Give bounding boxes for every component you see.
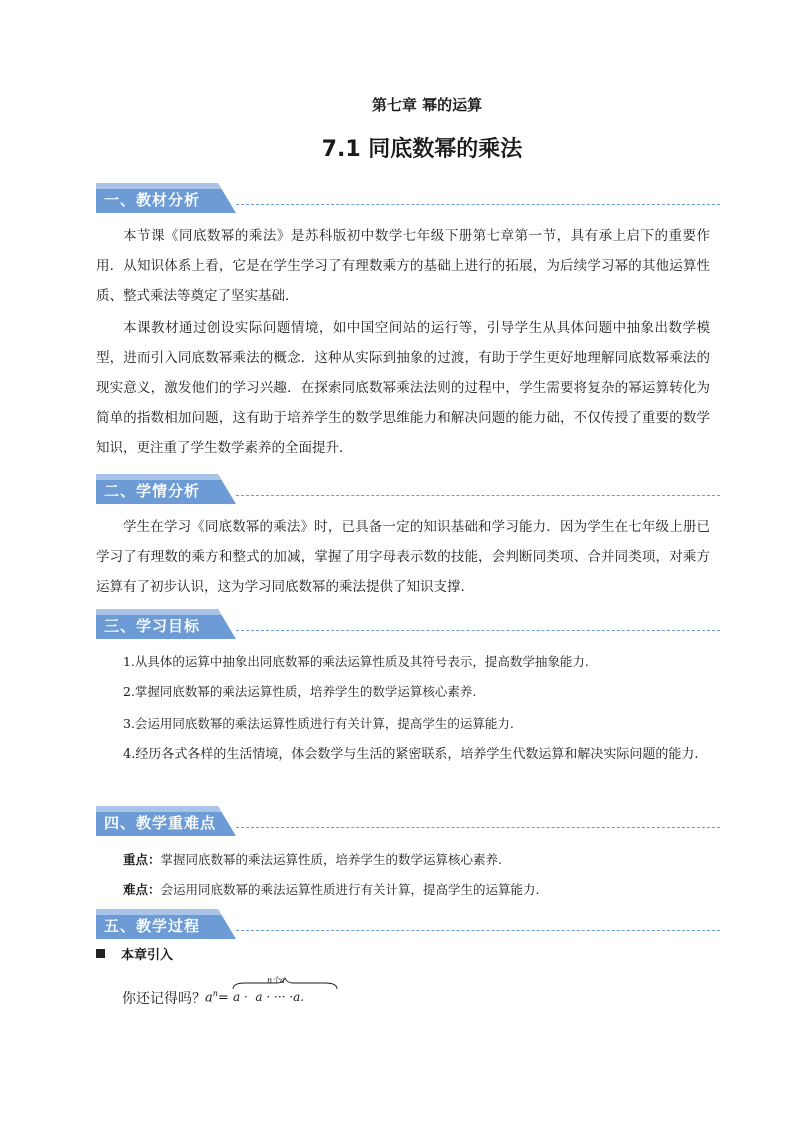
key-point-line xyxy=(96,845,710,875)
chapter-title: 第七章 幂的运算 xyxy=(371,96,483,114)
section-heading-student-analysis xyxy=(96,474,720,504)
subsection-title: 本章引入 xyxy=(121,948,174,963)
subsection-bullet xyxy=(96,944,173,963)
key-point-text: 掌握同底数幂的乘法运算性质，培养学生的数学运算核心素养. xyxy=(160,852,502,867)
dashed-divider xyxy=(236,495,720,496)
goal-item: 1.从具体的运算中抽象出同底数幂的乘法运算性质及其符号表示，提高数学抽象能力. xyxy=(123,654,589,669)
paragraph: 学生在学习《同底数幂的乘法》时，已具备一定的知识基础和学习能力．因为学生在七年级上册已学习了有理数的乘方和整式的加减，掌握了用字母表示数的技能，会判断同类项、合并同类项，对乘方运算有了初步认识，这为学习同底数幂的乘法提供了知识支撑． xyxy=(96,519,710,595)
goal-item: 3.会运用同底数幂的乘法运算性质进行有关计算，提高学生的运算能力. xyxy=(123,716,514,731)
section-heading-teaching-process xyxy=(96,909,720,939)
key-point-label: 重点： xyxy=(123,852,161,867)
section-heading-textbook-analysis xyxy=(96,183,720,213)
lesson-title: 7.1 同底数幂的乘法 xyxy=(321,137,523,162)
difficulty-text: 会运用同底数幂的乘法运算性质进行有关计算，提高学生的运算能力. xyxy=(160,882,540,897)
formula-body: a · a · ··· ·a. xyxy=(233,990,305,1004)
section-heading-learning-goals xyxy=(96,609,720,639)
recall-question: 你还记得吗？ xyxy=(122,991,206,1007)
paragraph: 本节课《同底数幂的乘法》是苏科版初中数学七年级下册第七章第一节，具有承上启下的重要作用．从知识体系上看，它是在学生学习了有理数乘方的基础上进行的拓展，为后续学习幂的其他运算性质、整式乘法等奠定了坚实基础． xyxy=(96,228,710,304)
paragraph: 本课教材通过创设实际问题情境，如中国空间站的运行等，引导学生从具体问题中抽象出数学模型，进而引入同底数幂乘法的概念．这种从实际到抽象的过渡，有助于学生更好地理解同底数幂乘法的现实意义，激发他们的学习兴趣．在探索同底数幂乘法法则的过程中，学生需要将复杂的幂运算转化为简单的指数相加问题，这有助于培养学生的数学思维能力和解决问题的能力础，不仅传授了重要的数学知识，更注重了学生数学素养的全面提升． xyxy=(96,320,710,456)
dashed-divider xyxy=(236,204,720,205)
formula-lhs: $a^n=$ xyxy=(205,989,229,1006)
section-heading-label: 三、学习目标 xyxy=(104,617,201,635)
dashed-divider xyxy=(236,827,720,828)
section-heading-key-points xyxy=(96,806,720,836)
power-definition-formula xyxy=(205,975,345,1015)
section-heading-label: 五、教学过程 xyxy=(104,917,201,935)
brace-label: n个a xyxy=(267,976,285,985)
section-heading-label: 一、教材分析 xyxy=(104,191,201,209)
square-bullet-icon xyxy=(96,949,105,958)
difficulty-label: 难点： xyxy=(123,882,161,897)
goal-item: 4.经历各式各样的生活情境，体会数学与生活的紧密联系，培养学生代数运算和解决实际问题的能力. xyxy=(123,747,699,762)
goal-item: 2.掌握同底数幂的乘法运算性质，培养学生的数学运算核心素养. xyxy=(123,684,477,699)
dashed-divider xyxy=(236,630,720,631)
section-heading-label: 四、教学重难点 xyxy=(104,814,217,832)
difficulty-line xyxy=(96,875,710,905)
section-heading-label: 二、学情分析 xyxy=(104,482,201,500)
dashed-divider xyxy=(236,930,720,931)
